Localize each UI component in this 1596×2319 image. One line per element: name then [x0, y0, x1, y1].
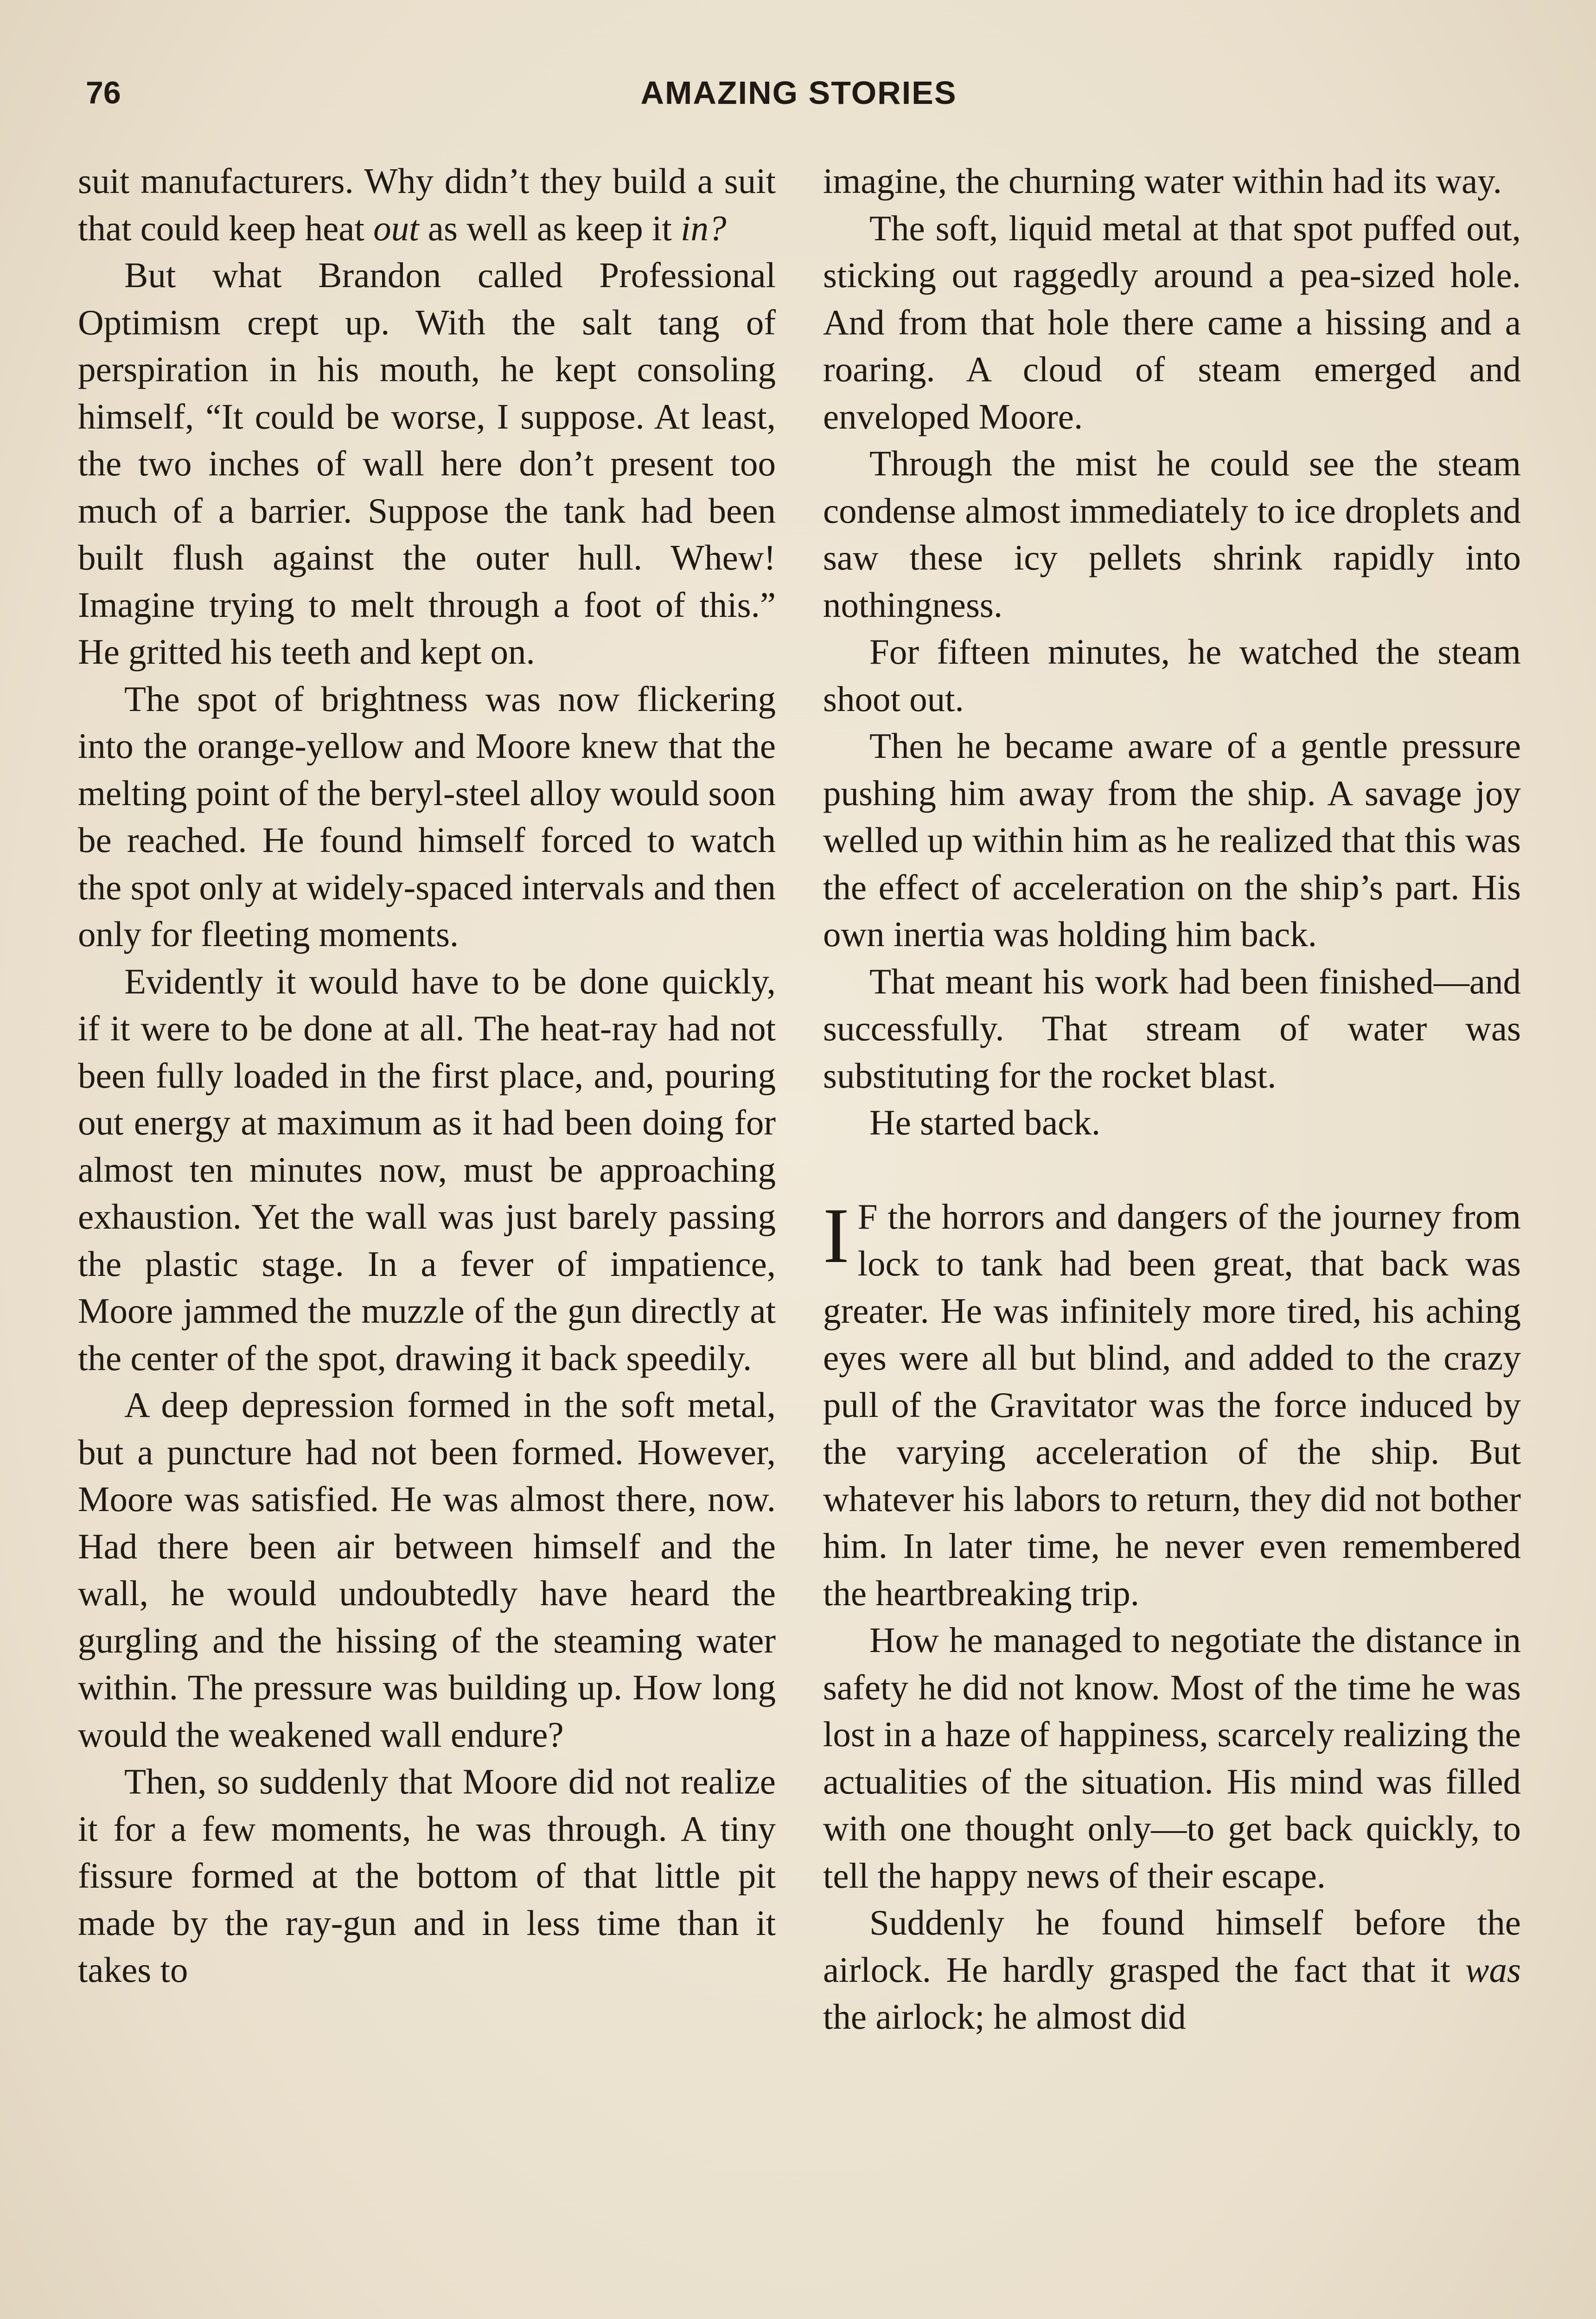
right-column: [823, 158, 1521, 2041]
paragraph: That meant his work had been finished—and successfully. That stream of water was substituting for the rocket blast.: [823, 961, 1521, 1095]
paragraph: Then, so suddenly that Moore did not realize it for a few moments, he was through. A tiny fissure formed at the bottom of that little pit made by the ray-gun and in less time than it takes to: [78, 1762, 776, 1990]
running-title: AMAZING STORIES: [640, 75, 957, 111]
paragraph: He started back.: [869, 1102, 1101, 1142]
paragraph: suit manufacturers. Why didn’t they build a suit that could keep heat out as well as keep it in?: [78, 161, 776, 248]
paragraph: The soft, liquid metal at that spot puffed out, sticking out raggedly around a pea-sized hole. And from that hole there came a hissing and a roaring. A cloud of steam emerged and enveloped Moore.: [823, 208, 1521, 436]
paragraph: A deep depression formed in the soft metal, but a puncture had not been formed. However, Moore was satisfied. He was almost there, now. Had there been air between himself and the wall, he would undoubtedly have heard the gurgling and the hissing of the steaming water within. The pressure was building up. How long would the weakened wall endure?: [78, 1385, 776, 1755]
paragraph: Through the mist he could see the steam condense almost immediately to ice droplets and saw these icy pellets shrink rapidly into nothingness.: [823, 443, 1521, 625]
paragraph: Evidently it would have to be done quickly, if it were to be done at all. The heat-ray had not been fully loaded in the first place, and, pouring out energy at maximum as it had been doing for almost ten minutes now, must be approaching exhaustion. Yet the wall was just barely passing the plastic stage. In a fever of impatience, Moore jammed the muzzle of the gun directly at the center of the spot, drawing it back speedily.: [78, 961, 776, 1378]
page-number: 76: [86, 75, 121, 110]
page-header: [86, 70, 1512, 121]
paragraph-drop-cap: IF the horrors and dangers of the journey from lock to tank had been great, that back was greater. He was infinitely more tired, his aching eyes were all but blind, and added to the crazy pull of the Gravitator was the force induced by the varying acceleration of the ship. But whatever his labors to return, they did not bother him. In later time, he never even remembered the heartbreaking trip.: [823, 1192, 1521, 1613]
paragraph: For fifteen minutes, he watched the steam shoot out.: [823, 632, 1521, 719]
paragraph: Suddenly he found himself before the airlock. He hardly grasped the fact that it was the airlock; he almost did: [823, 1903, 1521, 2037]
paragraph: Then he became aware of a gentle pressure pushing him away from the ship. A savage joy welled up within him as he realized that this was the effect of acceleration on the ship’s part. His own inertia was holding him back.: [823, 726, 1521, 954]
paragraph: The spot of brightness was now flickering into the orange-yellow and Moore knew that the melting point of the beryl-steel alloy would soon be reached. He found himself forced to watch the spot only at widely-spaced intervals and then only for fleeting moments.: [78, 679, 776, 954]
left-column: [78, 158, 776, 1994]
paragraph: How he managed to negotiate the distance in safety he did not know. Most of the time he was lost in a haze of happiness, scarcely realizing the actualities of the situation. His mind was filled with one thought only—to get back quickly, to tell the happy news of their escape.: [823, 1620, 1521, 1896]
paragraph: But what Brandon called Professional Optimism crept up. With the salt tang of perspiration in his mouth, he kept consoling himself, “It could be worse, I suppose. At least, the two inches of wall here don’t present too much of a barrier. Suppose the tank had been built flush against the outer hull. Whew! Imagine trying to melt through a foot of this.” He gritted his teeth and kept on.: [78, 255, 776, 672]
section-break: [823, 1147, 1521, 1193]
paragraph: imagine, the churning water within had its way.: [823, 161, 1502, 201]
